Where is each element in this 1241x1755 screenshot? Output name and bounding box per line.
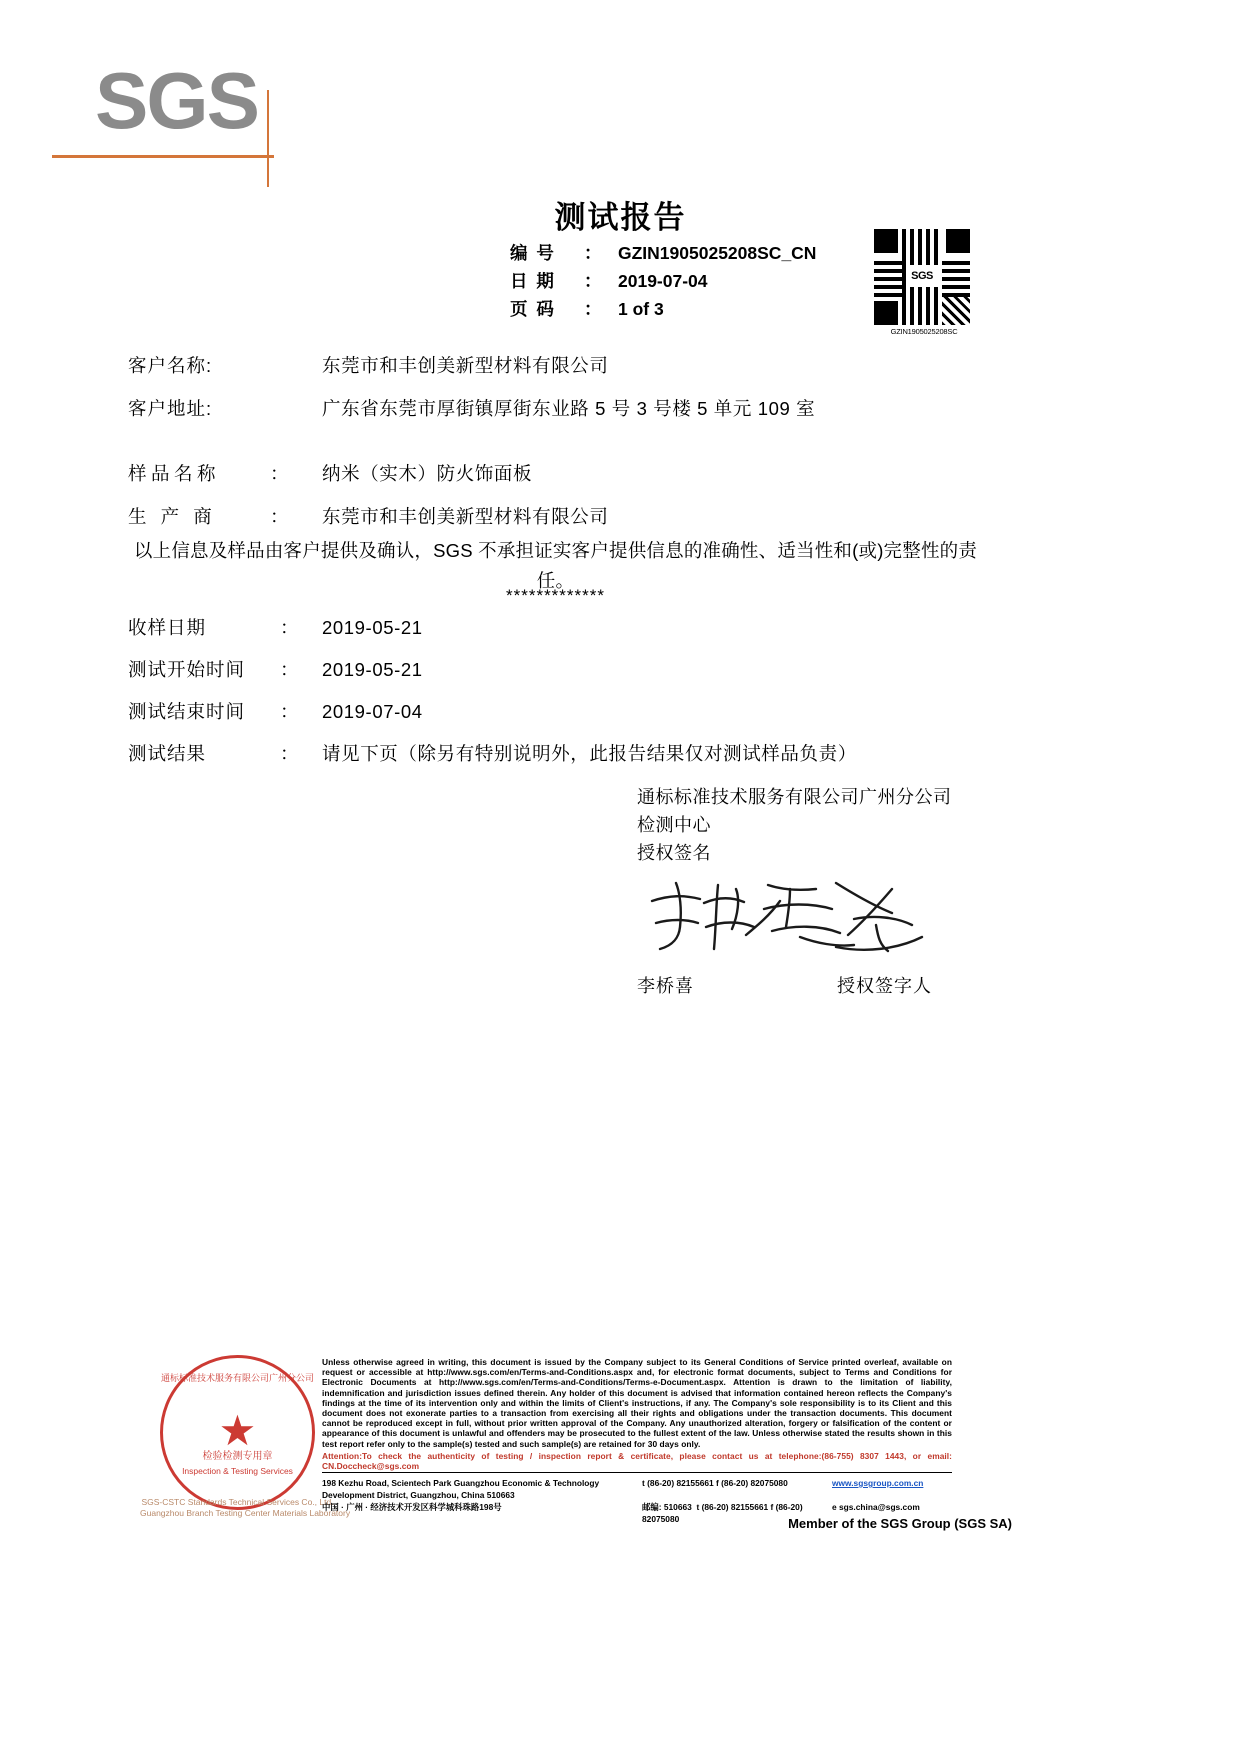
address-cn: 中国 · 广州 · 经济技术开发区科学城科珠路198号 bbox=[322, 1502, 502, 1512]
field-row-manufacturer bbox=[128, 503, 1128, 529]
sgs-logo-text: SGS bbox=[95, 56, 258, 145]
field-label: 生 产 商 bbox=[128, 506, 217, 527]
qr-code-icon bbox=[874, 229, 970, 325]
signature-authorized-label: 授权签名 bbox=[637, 843, 711, 863]
field-colon: ： bbox=[270, 463, 289, 484]
client-fields bbox=[128, 352, 1128, 546]
sample-name-value: 纳米（实木）防火饰面板 bbox=[322, 463, 533, 484]
field-colon: ： bbox=[280, 617, 299, 638]
client-name-value: 东莞市和丰创美新型材料有限公司 bbox=[322, 355, 609, 376]
test-result-value: 请见下页（除另有特别说明外，此报告结果仅对测试样品负责） bbox=[322, 743, 857, 764]
star-icon: ★ bbox=[218, 1406, 257, 1454]
field-row-receive-date bbox=[128, 614, 1128, 640]
address-en: 198 Kezhu Road, Scientech Park Guangzhou Economic & Technology Development District, Guangzhou, China 510663 bbox=[322, 1478, 600, 1500]
field-label: 客户地址: bbox=[128, 398, 213, 419]
report-date-value: 2019-07-04 bbox=[618, 271, 708, 291]
field-colon: ： bbox=[270, 506, 289, 527]
field-label: 测试结果 bbox=[128, 743, 207, 764]
field-row-client-name bbox=[128, 352, 1128, 378]
report-number-value: GZIN1905025208SC_CN bbox=[618, 243, 817, 263]
meta-row bbox=[510, 240, 816, 268]
test-end-value: 2019-07-04 bbox=[322, 701, 423, 722]
meta-colon: ： bbox=[584, 271, 602, 291]
signer-name: 李桥喜 bbox=[637, 976, 694, 996]
official-red-stamp bbox=[140, 1355, 351, 1518]
qr-center-label: SGS bbox=[906, 265, 938, 287]
logo-vertical-rule bbox=[267, 90, 269, 187]
legal-terms bbox=[322, 1357, 952, 1471]
field-row-test-result bbox=[128, 740, 1128, 766]
meta-row bbox=[510, 296, 816, 324]
stamp-sub-line1: SGS-CSTC Standards Technical Services Co., Ltd. bbox=[141, 1497, 334, 1507]
field-label: 客户名称: bbox=[128, 355, 213, 376]
legal-attention: Attention:To check the authenticity of testing / inspection report & certificate, please contact us at telephone:(86-755) 8307 1443, or email: CN.Doccheck@sgs.com bbox=[322, 1450, 952, 1472]
field-colon: ： bbox=[280, 743, 299, 764]
stamp-bottom-text: Inspection & Testing Services bbox=[182, 1466, 293, 1476]
signature-names bbox=[637, 972, 1037, 998]
legal-body: Unless otherwise agreed in writing, this document is issued by the Company subject to its General Conditions of Service printed overleaf, available on request or accessible at http://www.sgs.com/en/Terms-and-Conditions.aspx and, for electronic format documents, subject to Terms and Conditions for Electronic Documents at http://www.sgs.com/en/Terms-and-Conditions/Terms-e-Document.aspx. Attention is drawn to the limitation of liability, indemnification and jurisdiction issues defined therein. Any holder of this document is advised that information contained hereon reflects the Company's findings at the time of its intervention only and within the limits of Client's instructions, if any. The Company's sole responsibility is to its Client and this document does not exonerate parties to a transaction from exercising all their rights and obligations under the transaction documents. This document cannot be reproduced except in full, without prior written approval of the Company. Any unauthorized alteration, forgery or falsification of the content or appearance of this document is unlawful and offenders may be prosecuted to the fullest extent of the law. Unless otherwise stated the results shown in this test report refer only to the sample(s) tested and such sample(s) are retained for 30 days only. bbox=[322, 1357, 952, 1449]
field-row-test-end bbox=[128, 698, 1128, 724]
report-meta bbox=[510, 240, 816, 324]
meta-colon: ： bbox=[584, 243, 602, 263]
email-text[interactable]: e sgs.china@sgs.com bbox=[832, 1502, 920, 1512]
field-row-client-address bbox=[128, 395, 1128, 421]
field-label: 样品名称 bbox=[128, 463, 221, 484]
field-row-sample-name bbox=[128, 460, 1128, 486]
stamp-mid-text: 检验检测专用章 bbox=[202, 1451, 273, 1462]
address-row-en bbox=[322, 1477, 962, 1501]
footer-divider bbox=[322, 1472, 952, 1473]
stamp-top-text: 通标标准技术服务有限公司广州分公司 bbox=[160, 1373, 314, 1383]
separator-stars: ************* bbox=[505, 586, 605, 605]
receive-date-value: 2019-05-21 bbox=[322, 617, 423, 638]
stamp-sub-line2: Guangzhou Branch Testing Center Materials Laboratory bbox=[140, 1508, 351, 1518]
signature-block bbox=[637, 783, 952, 867]
page-number-value: 1 of 3 bbox=[618, 299, 664, 319]
logo-horizontal-rule bbox=[52, 155, 274, 158]
meta-row bbox=[510, 268, 816, 296]
field-colon: ： bbox=[280, 659, 299, 680]
handwritten-signature-icon bbox=[640, 875, 970, 955]
field-label: 测试开始时间 bbox=[128, 659, 246, 680]
postcode-and-phone-cn: 邮编: 510663 t (86-20) 82155661 f (86-20) 82075080 bbox=[642, 1502, 803, 1524]
sgs-logo bbox=[95, 58, 280, 168]
signer-role: 授权签字人 bbox=[837, 976, 932, 996]
meta-label: 页 码 bbox=[510, 299, 556, 319]
field-label: 收样日期 bbox=[128, 617, 207, 638]
manufacturer-value: 东莞市和丰创美新型材料有限公司 bbox=[322, 506, 609, 527]
meta-colon: ： bbox=[584, 299, 602, 319]
field-colon: ： bbox=[280, 701, 299, 722]
date-fields bbox=[128, 614, 1128, 782]
member-note: Member of the SGS Group (SGS SA) bbox=[788, 1516, 1012, 1531]
field-row-test-start bbox=[128, 656, 1128, 682]
signature-department: 检测中心 bbox=[637, 815, 711, 835]
phone-en: t (86-20) 82155661 f (86-20) 82075080 bbox=[642, 1478, 788, 1488]
field-label: 测试结束时间 bbox=[128, 701, 246, 722]
meta-label: 日 期 bbox=[510, 271, 556, 291]
page-title: 测试报告 bbox=[554, 200, 687, 235]
website-link[interactable]: www.sgsgroup.com.cn bbox=[832, 1478, 924, 1488]
qr-code-block bbox=[874, 229, 974, 336]
meta-label: 编 号 bbox=[510, 243, 556, 263]
qr-caption: GZIN1905025208SC bbox=[890, 327, 958, 336]
client-address-value: 广东省东莞市厚街镇厚街东业路 5 号 3 号楼 5 单元 109 室 bbox=[322, 398, 816, 419]
test-start-value: 2019-05-21 bbox=[322, 659, 423, 680]
signature-company: 通标标准技术服务有限公司广州分公司 bbox=[637, 787, 952, 807]
disclaimer-text: 以上信息及样品由客户提供及确认，SGS 不承担证实客户提供信息的准确性、适当性和(或)完整性的责任。 bbox=[133, 540, 978, 591]
